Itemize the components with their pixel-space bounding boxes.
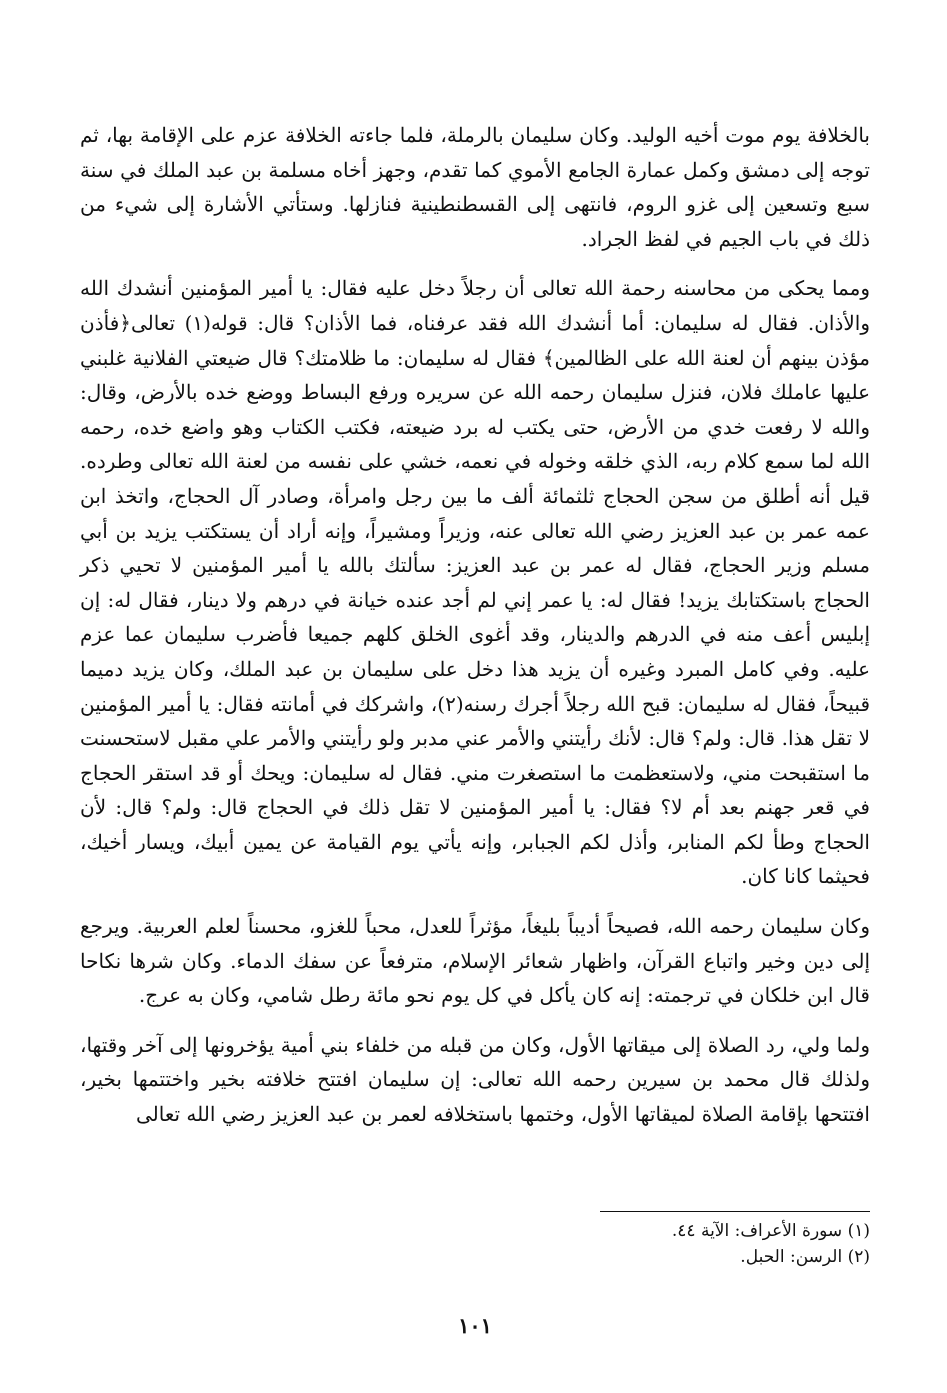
footnote-1: (١) سورة الأعراف: الآية ٤٤.: [671, 1221, 870, 1241]
main-text: [80, 118, 870, 1132]
paragraph-succession: بالخلافة يوم موت أخيه الوليد. وكان سليمان بالرملة، فلما جاءته الخلافة عزم على الإقامة بها، ثم توجه إلى دمشق وكمل عمارة الجامع الأموي كما تقدم، وجهز أخاه مسلمة بن عبد الملك في سنة سبع وتسعين إلى غزو الروم، فانتهى إلى القسطنطينية فنازلها. وستأتي الأشارة إلى شيء من ذلك في باب الجيم في لفظ الجراد.: [80, 123, 870, 251]
paragraph-prayer-times: ولما ولي، رد الصلاة إلى ميقاتها الأول، وكان من قبله من خلفاء بني أمية يؤخرونها إلى آخر وقتها، ولذلك قال محمد بن سيرين رحمه الله تعالى: إن سليمان افتتح خلافته بخير واختتمها بخير، افتتحها بإقامة الصلاة لميقاتها الأول، وختمها باستخلافه لعمر بن عبد العزيز رضي الله تعالى: [80, 1032, 870, 1127]
footnote-2: (٢) الرسن: الحبل.: [740, 1247, 870, 1267]
page-number: ١٠١: [458, 1313, 492, 1338]
document-page: [80, 118, 870, 1368]
paragraph-virtues: ومما يحكى من محاسنه رحمة الله تعالى أن رجلاً دخل عليه فقال: يا أمير المؤمنين أنشدك الله والأذان. فقال له سليمان: أما أنشدك الله فقد عرفناه، فما الأذان؟ قال: قوله(١) تعالى﴿فأذن مؤذن بينهم أن لعنة الله على الظالمين﴾ فقال له سليمان: ما ظلامتك؟ قال ضيعتي الفلانية غلبني عليها عاملك فلان، فنزل سليمان رحمه الله عن سريره ورفع البساط ووضع خده بالأرض، وقال: والله لا رفعت خدي من الأرض، حتى يكتب له برد ضيعته، فكتب الكتاب وهو واضع خده، رحمه الله لما سمع كلام ربه، الذي خلقه وخوله في نعمه، خشي على نفسه من لعنة الله تعالى وطرده. قيل أنه أطلق من سجن الحجاج ثلثمائة ألف ما بين رجل وامرأة، وصادر آل الحجاج، واتخذ ابن عمه عمر بن عبد العزيز رضي الله تعالى عنه، وزيراً ومشيراً، وإنه أراد أن يستكتب يزيد بن أبي مسلم وزير الحجاج، فقال له عمر بن عبد العزيز: سألتك بالله يا أمير المؤمنين لا تحيي ذكر الحجاج باستكتابك يزيد! فقال له: يا عمر إني لم أجد عنده خيانة في درهم ولا دينار، فقال له: إن إبليس أعف منه في الدرهم والدينار، وقد أغوى الخلق كلهم جميعا فأضرب سليمان عما عزم عليه. وفي كامل المبرد وغيره أن يزيد هذا دخل على سليمان بن عبد الملك، وكان يزيد دميما قبيحاً، فقال له سليمان: قبح الله رجلاً أجرك رسنه(٢)، واشركك في أمانته فقال: يا أمير المؤمنين لا تقل هذا. قال: ولم؟ قال: لأنك رأيتني والأمر عني مدبر ولو رأيتني والأمر علي مقبل لاستحسنت ما استقبحت مني، ولاستعظمت ما استصغرت مني. فقال له سليمان: ويحك أو قد استقر الحجاج في قعر جهنم بعد أم لا؟ فقال: يا أمير المؤمنين لا تقل ذلك في الحجاج قال: ولم؟ قال: لأن الحجاج وطأ لكم المنابر، وأذل لكم الجبابر، وإنه يأتي يوم القيامة عن يمين أبيك، ويسار أخيك، فحيثما كانا كان.: [80, 276, 870, 889]
footnotes: [370, 1218, 870, 1270]
paragraph-character: وكان سليمان رحمه الله، فصيحاً أديباً بليغاً، مؤثراً للعدل، محباً للغزو، محسناً لعلم العربية. ويرجع إلى دين وخير واتباع القرآن، واظهار شعائر الإسلام، مترفعاً عن سفك الدماء. وكان شرها نكاحا قال ابن خلكان في ترجمته: إنه كان يأكل في كل يوم نحو مائة رطل شامي، وكان به عرج.: [80, 914, 870, 1008]
footnote-separator: [600, 1211, 870, 1212]
